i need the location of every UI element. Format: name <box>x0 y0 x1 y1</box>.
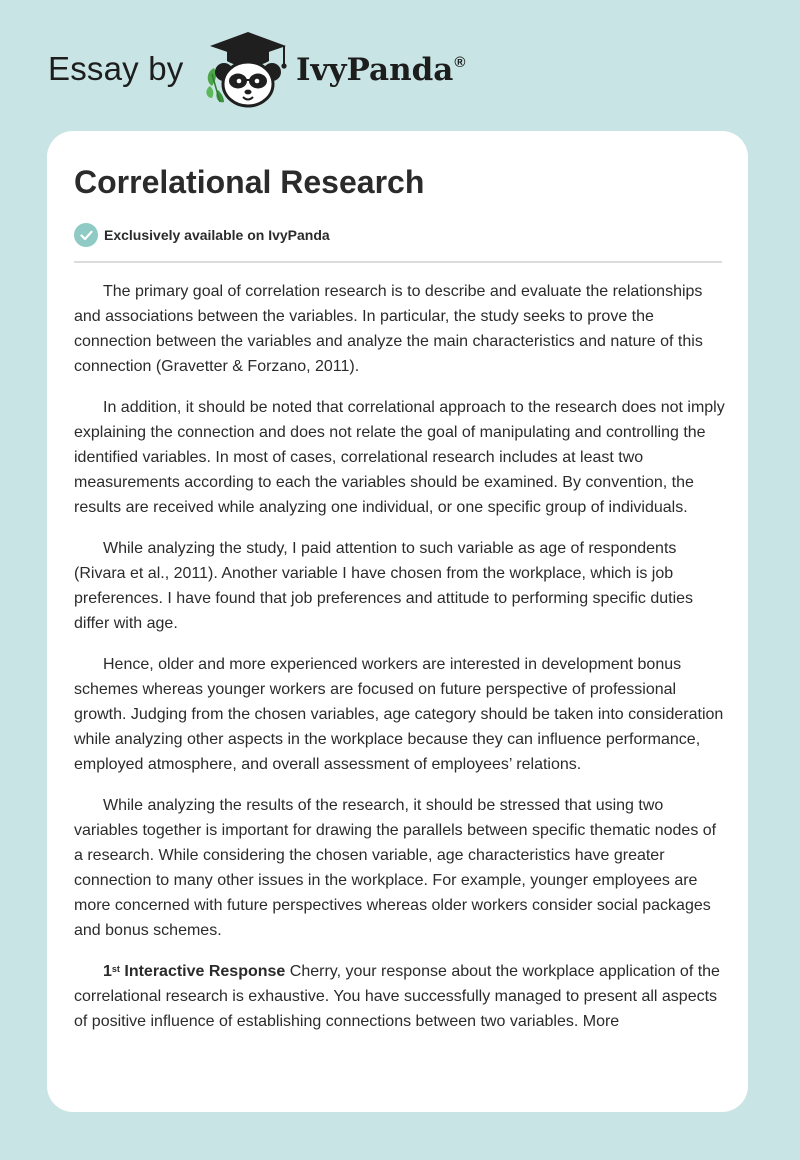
response-heading <box>103 963 285 980</box>
response-ordinal-suffix: st <box>111 964 120 974</box>
exclusive-badge <box>74 222 330 248</box>
response-text: Cherry, your response about the workplace application of the correlational research is exhaustive. You have successfully managed to present all aspects of positive influence of establishing connections between two variables. More <box>74 963 720 1030</box>
essay-by-label: Essay by <box>48 50 184 87</box>
paragraph: In addition, it should be noted that correlational approach to the research does not imply explaining the connection and does not relate the goal of manipulating and controlling the identified variables. In most of cases, correlational research includes at least two measurements according to each the variables should be examined. By convention, the results are received while analyzing one individual, or one specific group of individuals. <box>74 399 725 516</box>
panda-logo-icon[interactable] <box>200 28 296 112</box>
brand-name-text: IvyPanda <box>296 52 454 88</box>
paragraph: While analyzing the results of the research, it should be stressed that using two variables together is important for drawing the parallels between specific thematic nodes of a research. While considering the chosen variable, age characteristics have greater connection to many other issues in the workplace. For example, younger employees are more concerned with future perspectives whereas older workers consider social packages and bonus schemes. <box>74 797 717 939</box>
interactive-response-paragraph <box>74 959 729 1034</box>
paragraph: While analyzing the study, I paid attention to such variable as age of respondents (Rivara et al., 2011). Another variable I have chosen from the workplace, which is job preferences. I have found that job preferences and attitude to performing specific duties differ with age. <box>74 540 694 632</box>
divider <box>74 261 722 263</box>
paragraph: The primary goal of correlation research is to describe and evaluate the relationships and associations between the variables. In particular, the study seeks to prove the connection between the variables and analyze the main characteristics and nature of this connection (Gravetter & Forzano, 2011). <box>74 283 703 375</box>
essay-card <box>47 131 748 1112</box>
response-heading-label: Interactive Response <box>119 963 286 980</box>
site-header <box>0 0 800 120</box>
page-title: Correlational Research <box>74 164 425 200</box>
essay-body <box>74 279 729 1050</box>
exclusive-label: Exclusively available on IvyPanda <box>104 227 330 243</box>
check-icon <box>74 223 98 247</box>
brand-name[interactable] <box>296 52 465 88</box>
registered-mark: ® <box>454 54 466 71</box>
paragraph: Hence, older and more experienced workers are interested in development bonus schemes whereas younger workers are focused on future perspective of professional growth. Judging from the chosen variables, age category should be taken into consideration while analyzing other aspects in the workplace because they can influence performance, employed atmosphere, and overall assessment of employees’ relations. <box>74 656 724 773</box>
response-number: 1 <box>103 963 112 980</box>
